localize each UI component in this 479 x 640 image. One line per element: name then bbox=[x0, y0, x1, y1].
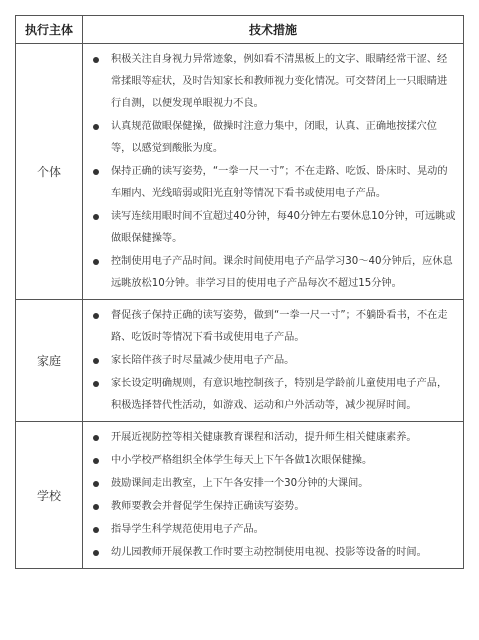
bullet-dot-icon bbox=[93, 169, 99, 175]
list-item-text: 指导学生科学规范使用电子产品。 bbox=[111, 524, 264, 535]
row-subject: 学校 bbox=[16, 422, 83, 569]
row-measures bbox=[83, 300, 464, 422]
row-measures bbox=[83, 44, 464, 300]
list-item bbox=[91, 350, 457, 372]
list-item-text: 积极关注自身视力异常迹象，例如看不清黑板上的文字、眼睛经常干涩、经常揉眼等症状，及时告知家长和教师视力变化情况。可交替闭上一只眼睛进行自测，以便发现单眼视力不良。 bbox=[111, 54, 448, 109]
list-item-text: 鼓励课间走出教室，上下午各安排一个30分钟的大课间。 bbox=[111, 478, 369, 489]
bullet-dot-icon bbox=[93, 481, 99, 487]
list-item bbox=[91, 251, 457, 295]
table-row-school bbox=[16, 422, 464, 569]
table-row-family bbox=[16, 300, 464, 422]
bullet-dot-icon bbox=[93, 358, 99, 364]
bullet-dot-icon bbox=[93, 214, 99, 220]
list-item bbox=[91, 542, 457, 564]
list-item-text: 读写连续用眼时间不宜超过40分钟，每40分钟左右要休息10分钟，可远眺或做眼保健操等。 bbox=[111, 211, 456, 244]
bullet-dot-icon bbox=[93, 313, 99, 319]
list-item bbox=[91, 161, 457, 205]
list-item bbox=[91, 206, 457, 250]
list-item-text: 控制使用电子产品时间。课余时间使用电子产品学习30～40分钟后，应休息远眺放松10分钟。非学习目的使用电子产品每次不超过15分钟。 bbox=[111, 256, 453, 289]
bullet-dot-icon bbox=[93, 550, 99, 556]
list-item-text: 家长陪伴孩子时尽量减少使用电子产品。 bbox=[111, 355, 295, 366]
bullet-dot-icon bbox=[93, 259, 99, 265]
measures-table bbox=[15, 15, 464, 569]
list-item-text: 家长设定明确规则，有意识地控制孩子，特别是学龄前儿童使用电子产品，积极选择替代性活动，如游戏、运动和户外活动等，减少视屏时间。 bbox=[111, 378, 448, 411]
measures-table-container bbox=[15, 15, 464, 569]
row-measures bbox=[83, 422, 464, 569]
bullet-dot-icon bbox=[93, 504, 99, 510]
table-row-individual bbox=[16, 44, 464, 300]
measures-list bbox=[91, 427, 457, 564]
list-item bbox=[91, 450, 457, 472]
list-item-text: 保持正确的读写姿势，“一拳一尺一寸”；不在走路、吃饭、卧床时、晃动的车厢内、光线暗弱或阳光直射等情况下看书或使用电子产品。 bbox=[111, 166, 448, 199]
table-header-row bbox=[16, 16, 464, 44]
list-item bbox=[91, 116, 457, 160]
list-item-text: 教师要教会并督促学生保持正确读写姿势。 bbox=[111, 501, 305, 512]
row-subject: 家庭 bbox=[16, 300, 83, 422]
list-item bbox=[91, 427, 457, 449]
measures-list bbox=[91, 49, 457, 295]
list-item bbox=[91, 373, 457, 417]
measures-list bbox=[91, 305, 457, 417]
list-item bbox=[91, 496, 457, 518]
header-measures: 技术措施 bbox=[83, 16, 464, 44]
bullet-dot-icon bbox=[93, 458, 99, 464]
list-item-text: 开展近视防控等相关健康教育课程和活动，提升师生相关健康素养。 bbox=[111, 432, 417, 443]
list-item bbox=[91, 305, 457, 349]
bullet-dot-icon bbox=[93, 527, 99, 533]
list-item bbox=[91, 49, 457, 115]
list-item bbox=[91, 473, 457, 495]
bullet-dot-icon bbox=[93, 435, 99, 441]
list-item-text: 幼儿园教师开展保教工作时要主动控制使用电视、投影等设备的时间。 bbox=[111, 547, 427, 558]
list-item-text: 督促孩子保持正确的读写姿势，做到“一拳一尺一寸”；不躺卧看书，不在走路、吃饭时等情况下看书或使用电子产品。 bbox=[111, 310, 448, 343]
bullet-dot-icon bbox=[93, 381, 99, 387]
list-item bbox=[91, 519, 457, 541]
row-subject: 个体 bbox=[16, 44, 83, 300]
header-subject: 执行主体 bbox=[16, 16, 83, 44]
bullet-dot-icon bbox=[93, 57, 99, 63]
list-item-text: 中小学校严格组织全体学生每天上下午各做1次眼保健操。 bbox=[111, 455, 373, 466]
list-item-text: 认真规范做眼保健操，做操时注意力集中，闭眼，认真、正确地按揉穴位等，以感觉到酸胀为度。 bbox=[111, 121, 437, 154]
bullet-dot-icon bbox=[93, 124, 99, 130]
